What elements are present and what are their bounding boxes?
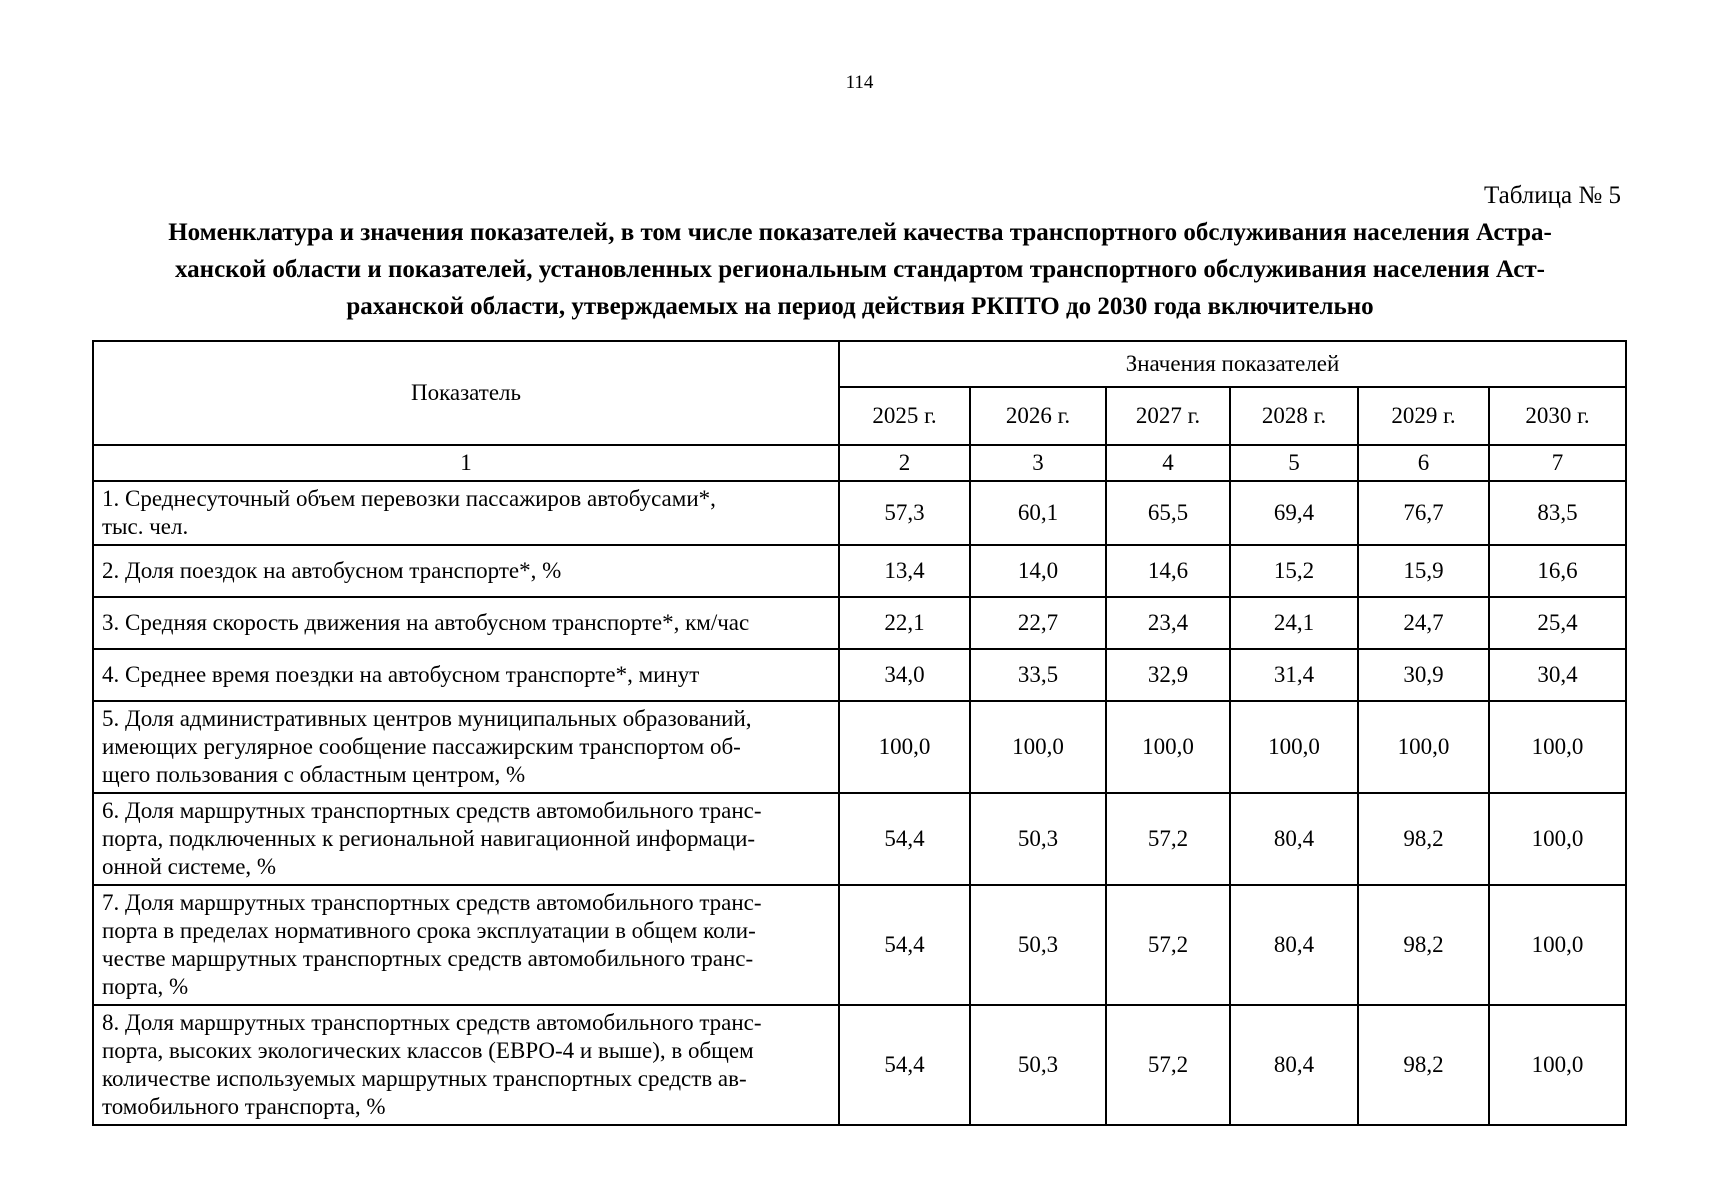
indicator-value: 30,4 [1489, 649, 1626, 701]
column-number: 2 [839, 445, 970, 481]
indicator-value: 100,0 [1358, 701, 1489, 793]
indicator-value: 83,5 [1489, 481, 1626, 545]
title-line: раханской области, утверждаемых на период действия РКПТО до 2030 года включительно [346, 293, 1374, 320]
table-row [93, 793, 1626, 885]
year-header: 2030 г. [1489, 387, 1626, 445]
table-row [93, 481, 1626, 545]
indicator-value: 24,1 [1230, 597, 1358, 649]
indicator-value: 14,6 [1106, 545, 1230, 597]
table-row [93, 545, 1626, 597]
page-number: 114 [845, 72, 874, 93]
column-number: 7 [1489, 445, 1626, 481]
indicator-name [93, 481, 839, 545]
indicator-name-line: 2. Доля поездок на автобусном транспорте*, % [102, 558, 562, 583]
indicator-value: 100,0 [1106, 701, 1230, 793]
table-body [93, 445, 1626, 1125]
indicator-value: 69,4 [1230, 481, 1358, 545]
indicator-value: 100,0 [1489, 1005, 1626, 1125]
year-header: 2029 г. [1358, 387, 1489, 445]
indicator-name [93, 597, 839, 649]
indicator-value: 80,4 [1230, 885, 1358, 1005]
indicator-value: 60,1 [970, 481, 1106, 545]
indicator-value: 57,2 [1106, 793, 1230, 885]
indicator-name-line: 3. Средняя скорость движения на автобусном транспорте*, км/час [102, 610, 750, 635]
indicator-value: 14,0 [970, 545, 1106, 597]
indicator-value: 57,3 [839, 481, 970, 545]
indicator-value: 80,4 [1230, 793, 1358, 885]
indicator-name-line: порта в пределах нормативного срока эксплуатации в общем коли- [102, 918, 756, 943]
indicator-name-line: 7. Доля маршрутных транспортных средств автомобильного транс- [102, 890, 762, 915]
indicator-name [93, 545, 839, 597]
indicator-value: 22,1 [839, 597, 970, 649]
indicator-value: 57,2 [1106, 1005, 1230, 1125]
indicator-value: 15,9 [1358, 545, 1489, 597]
column-number: 5 [1230, 445, 1358, 481]
indicator-value: 98,2 [1358, 885, 1489, 1005]
indicator-value: 100,0 [970, 701, 1106, 793]
indicator-value: 16,6 [1489, 545, 1626, 597]
indicator-name [93, 649, 839, 701]
indicator-header: Показатель [93, 341, 839, 445]
year-header: 2026 г. [970, 387, 1106, 445]
table-row [93, 701, 1626, 793]
indicator-value: 57,2 [1106, 885, 1230, 1005]
column-number-row [93, 445, 1626, 481]
indicator-name-line: порта, подключенных к региональной навигационной информаци- [102, 826, 756, 851]
indicator-value: 65,5 [1106, 481, 1230, 545]
indicator-value: 33,5 [970, 649, 1106, 701]
table-row [93, 885, 1626, 1005]
indicator-name-line: 6. Доля маршрутных транспортных средств автомобильного транс- [102, 798, 762, 823]
table-row [93, 597, 1626, 649]
title-line: Номенклатура и значения показателей, в том числе показателей качества транспортного обслуживания населения Астра- [168, 219, 1552, 246]
indicator-value: 31,4 [1230, 649, 1358, 701]
indicator-value: 50,3 [970, 793, 1106, 885]
indicator-name [93, 885, 839, 1005]
indicator-value: 100,0 [1489, 885, 1626, 1005]
indicator-value: 54,4 [839, 793, 970, 885]
indicator-value: 50,3 [970, 1005, 1106, 1125]
indicator-name [93, 793, 839, 885]
column-number: 3 [970, 445, 1106, 481]
indicator-value: 100,0 [1489, 793, 1626, 885]
indicator-name-line: онной системе, % [102, 854, 277, 879]
indicator-value: 100,0 [1230, 701, 1358, 793]
indicator-value: 15,2 [1230, 545, 1358, 597]
indicator-value: 54,4 [839, 885, 970, 1005]
table-row [93, 649, 1626, 701]
indicator-value: 25,4 [1489, 597, 1626, 649]
year-header: 2025 г. [839, 387, 970, 445]
year-header: 2027 г. [1106, 387, 1230, 445]
indicators-table-container [92, 340, 1625, 1126]
indicator-value: 22,7 [970, 597, 1106, 649]
title-line: ханской области и показателей, установленных региональным стандартом транспортного обслуживания населения Аст- [175, 256, 1545, 283]
values-header: Значения показателей [839, 341, 1626, 387]
indicator-value: 76,7 [1358, 481, 1489, 545]
indicator-name-line: количестве используемых маршрутных транспортных средств ав- [102, 1066, 747, 1091]
table-header [93, 341, 1626, 445]
indicator-name-line: щего пользования с областным центром, % [102, 762, 526, 787]
indicator-name-line: 1. Среднесуточный объем перевозки пассажиров автобусами*, [102, 486, 716, 511]
year-header: 2028 г. [1230, 387, 1358, 445]
table-row [93, 1005, 1626, 1125]
indicator-name-line: честве маршрутных транспортных средств автомобильного транс- [102, 946, 754, 971]
indicator-value: 80,4 [1230, 1005, 1358, 1125]
indicator-name-line: порта, высоких экологических классов (ЕВРО-4 и выше), в общем [102, 1038, 754, 1063]
indicator-name-line: 4. Среднее время поездки на автобусном транспорте*, минут [102, 662, 700, 687]
indicator-value: 23,4 [1106, 597, 1230, 649]
table-caption: Таблица № 5 [1483, 182, 1621, 209]
column-number: 1 [93, 445, 839, 481]
indicator-value: 34,0 [839, 649, 970, 701]
indicator-name-line: тыс. чел. [102, 514, 189, 539]
indicator-name-line: 8. Доля маршрутных транспортных средств автомобильного транс- [102, 1010, 762, 1035]
indicator-value: 98,2 [1358, 793, 1489, 885]
indicator-name-line: имеющих регулярное сообщение пассажирским транспортом об- [102, 734, 741, 759]
column-number: 4 [1106, 445, 1230, 481]
indicator-value: 100,0 [839, 701, 970, 793]
indicator-value: 100,0 [1489, 701, 1626, 793]
indicator-value: 24,7 [1358, 597, 1489, 649]
indicator-value: 54,4 [839, 1005, 970, 1125]
indicator-name-line: томобильного транспорта, % [102, 1094, 386, 1119]
indicator-name [93, 1005, 839, 1125]
indicator-value: 50,3 [970, 885, 1106, 1005]
indicator-name [93, 701, 839, 793]
indicator-value: 13,4 [839, 545, 970, 597]
column-number: 6 [1358, 445, 1489, 481]
document-title [100, 214, 1620, 325]
indicator-value: 32,9 [1106, 649, 1230, 701]
indicator-name-line: 5. Доля административных центров муниципальных образований, [102, 706, 752, 731]
indicator-value: 98,2 [1358, 1005, 1489, 1125]
indicator-value: 30,9 [1358, 649, 1489, 701]
indicator-name-line: порта, % [102, 974, 189, 999]
indicators-table [92, 340, 1627, 1126]
